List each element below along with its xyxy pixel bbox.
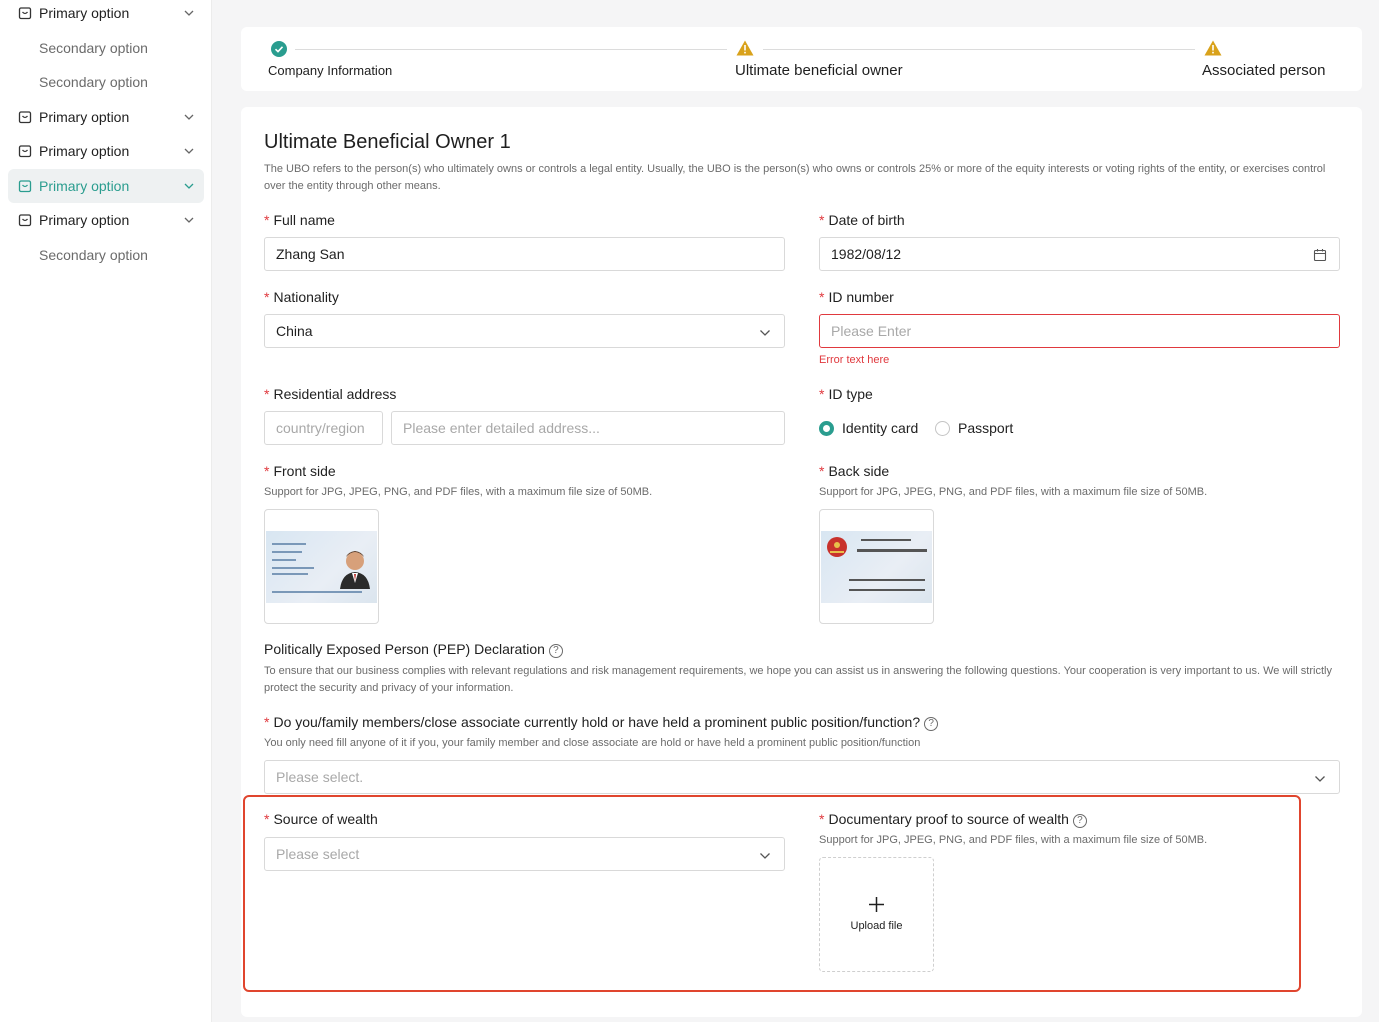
- required-mark: *: [819, 811, 825, 827]
- check-circle-icon: [271, 41, 287, 57]
- bag-icon: [18, 144, 32, 158]
- id-type-label-text: ID type: [828, 386, 873, 402]
- sidebar-item-primary-active[interactable]: [8, 169, 204, 203]
- back-side-thumbnail[interactable]: [819, 509, 934, 624]
- plus-icon: [868, 896, 885, 913]
- chevron-down-icon: [758, 326, 772, 340]
- sidebar-item-label: Primary option: [39, 178, 130, 194]
- documentary-proof-hint: Support for JPG, JPEG, PNG, and PDF files, with a maximum file size of 50MB.: [819, 834, 1208, 846]
- sidebar-item-secondary-3[interactable]: [8, 238, 204, 272]
- back-side-label: [819, 463, 889, 479]
- front-side-label: [264, 463, 336, 479]
- required-mark: *: [264, 811, 270, 827]
- id-number-field[interactable]: Please Enter: [819, 314, 1340, 348]
- radio-label: Passport: [958, 420, 1014, 436]
- required-mark: *: [819, 289, 825, 305]
- pep-select-placeholder: Please select.: [276, 769, 364, 785]
- required-mark: *: [264, 386, 270, 402]
- nationality-select[interactable]: [264, 314, 785, 348]
- required-mark: *: [819, 463, 825, 479]
- residential-address-label: [264, 386, 396, 402]
- sidebar-item-secondary-2[interactable]: [8, 65, 204, 99]
- required-mark: *: [264, 463, 270, 479]
- required-mark: *: [264, 212, 270, 228]
- progress-steps: [241, 27, 1362, 91]
- nationality-label: [264, 289, 339, 305]
- question-circle-icon[interactable]: ?: [1073, 814, 1087, 828]
- id-number-label-text: ID number: [828, 289, 894, 305]
- date-of-birth-label-text: Date of birth: [828, 212, 905, 228]
- sidebar-item-label: Primary option: [39, 212, 130, 228]
- warning-triangle-icon: [1204, 40, 1222, 56]
- required-mark: *: [264, 289, 270, 305]
- id-card-back-image: [821, 531, 932, 603]
- id-card-front-illustration: [266, 531, 377, 603]
- step-ultimate-beneficial-owner[interactable]: Ultimate beneficial owner: [735, 62, 903, 79]
- nationality-label-text: Nationality: [273, 289, 339, 305]
- pep-question-hint: You only need fill anyone of it if you, your family member and close associate are hold or have held a prominent public position/function: [264, 737, 921, 749]
- chevron-down-icon: [1313, 772, 1327, 786]
- radio-indicator: [935, 421, 950, 436]
- pep-question-label: [264, 714, 938, 731]
- sidebar-item-secondary-1[interactable]: [8, 31, 204, 65]
- id-type-passport-radio[interactable]: [935, 420, 1013, 436]
- sidebar-item-label: Primary option: [39, 143, 130, 159]
- warning-triangle-icon: [736, 40, 754, 56]
- id-number-label: [819, 289, 894, 305]
- sidebar: [0, 0, 212, 1022]
- sidebar-item-primary-1[interactable]: [8, 0, 204, 30]
- documentary-proof-label-text: Documentary proof to source of wealth: [828, 811, 1069, 827]
- residential-address-label-text: Residential address: [273, 386, 397, 402]
- full-name-field[interactable]: Zhang San: [264, 237, 785, 271]
- id-type-label: [819, 386, 873, 402]
- detailed-address-field[interactable]: Please enter detailed address...: [391, 411, 785, 445]
- sidebar-item-label: Primary option: [39, 5, 130, 21]
- calendar-icon[interactable]: [1313, 248, 1327, 262]
- source-of-wealth-label: [264, 811, 378, 827]
- sidebar-item-label: Secondary option: [39, 247, 148, 263]
- full-name-label-text: Full name: [273, 212, 335, 228]
- id-number-error: Error text here: [819, 354, 890, 366]
- ubo-description: The UBO refers to the person(s) who ultimately owns or controls a legal entity. Usually, the UBO is the person(s) who owns or controls 25% or more of the equity interests or voting rights of the entity, or exercises control over the entity through other means.: [264, 163, 1326, 192]
- page-title: Ultimate Beneficial Owner 1: [264, 131, 511, 153]
- back-side-label-text: Back side: [828, 463, 890, 479]
- country-region-field[interactable]: country/region: [264, 411, 383, 445]
- chevron-down-icon: [183, 146, 195, 156]
- sidebar-item-label: Secondary option: [39, 74, 148, 90]
- chevron-down-icon: [758, 849, 772, 863]
- chevron-down-icon: [183, 181, 195, 191]
- front-side-hint: Support for JPG, JPEG, PNG, and PDF files, with a maximum file size of 50MB.: [264, 486, 653, 498]
- step-associated-person[interactable]: Associated person: [1202, 62, 1326, 79]
- id-card-front-image: [266, 531, 377, 603]
- source-of-wealth-placeholder: Please select: [276, 846, 360, 862]
- front-side-thumbnail[interactable]: [264, 509, 379, 624]
- front-side-label-text: Front side: [273, 463, 336, 479]
- id-type-identity-card-radio[interactable]: [819, 420, 918, 436]
- step-connector: [763, 49, 1195, 50]
- date-of-birth-value: 1982/08/12: [831, 246, 902, 262]
- step-company-information[interactable]: Company Information: [268, 63, 393, 78]
- full-name-label: [264, 212, 335, 228]
- chevron-down-icon: [183, 112, 195, 122]
- date-of-birth-label: [819, 212, 905, 228]
- radio-label: Identity card: [842, 420, 919, 436]
- pep-select[interactable]: [264, 760, 1340, 794]
- date-of-birth-field[interactable]: [819, 237, 1340, 271]
- pep-title-text: Politically Exposed Person (PEP) Declaration: [264, 641, 545, 657]
- sidebar-item-primary-2[interactable]: [8, 100, 204, 134]
- sidebar-item-label: Primary option: [39, 109, 130, 125]
- radio-selected-indicator: [819, 421, 834, 436]
- sidebar-item-primary-5[interactable]: [8, 203, 204, 237]
- upload-file-label: Upload file: [850, 920, 903, 932]
- chevron-down-icon: [183, 215, 195, 225]
- sidebar-item-label: Secondary option: [39, 40, 148, 56]
- required-mark: *: [264, 714, 270, 730]
- source-of-wealth-select[interactable]: [264, 837, 785, 871]
- nationality-value: China: [276, 323, 313, 339]
- source-of-wealth-label-text: Source of wealth: [273, 811, 378, 827]
- pep-question-text: Do you/family members/close associate currently hold or have held a prominent public position/function?: [273, 714, 921, 730]
- documentary-proof-label: [819, 811, 1087, 828]
- id-card-back-illustration: [821, 531, 932, 603]
- required-mark: *: [819, 386, 825, 402]
- step-connector: [295, 49, 727, 50]
- bag-icon: [18, 179, 32, 193]
- question-circle-icon[interactable]: ?: [924, 717, 938, 731]
- bag-icon: [18, 110, 32, 124]
- pep-declaration-title: [264, 641, 563, 658]
- back-side-hint: Support for JPG, JPEG, PNG, and PDF files, with a maximum file size of 50MB.: [819, 486, 1208, 498]
- upload-file-button[interactable]: [819, 857, 934, 972]
- bag-icon: [18, 6, 32, 20]
- required-mark: *: [819, 212, 825, 228]
- pep-description: To ensure that our business complies with relevant regulations and risk management requirements, we hope you can assist us in answering the following questions. Your cooperation is very important to us. We will strictly protect the security and privacy of your information.: [264, 665, 1332, 694]
- sidebar-item-primary-3[interactable]: [8, 134, 204, 168]
- bag-icon: [18, 213, 32, 227]
- chevron-down-icon: [183, 8, 195, 18]
- question-circle-icon[interactable]: ?: [549, 644, 563, 658]
